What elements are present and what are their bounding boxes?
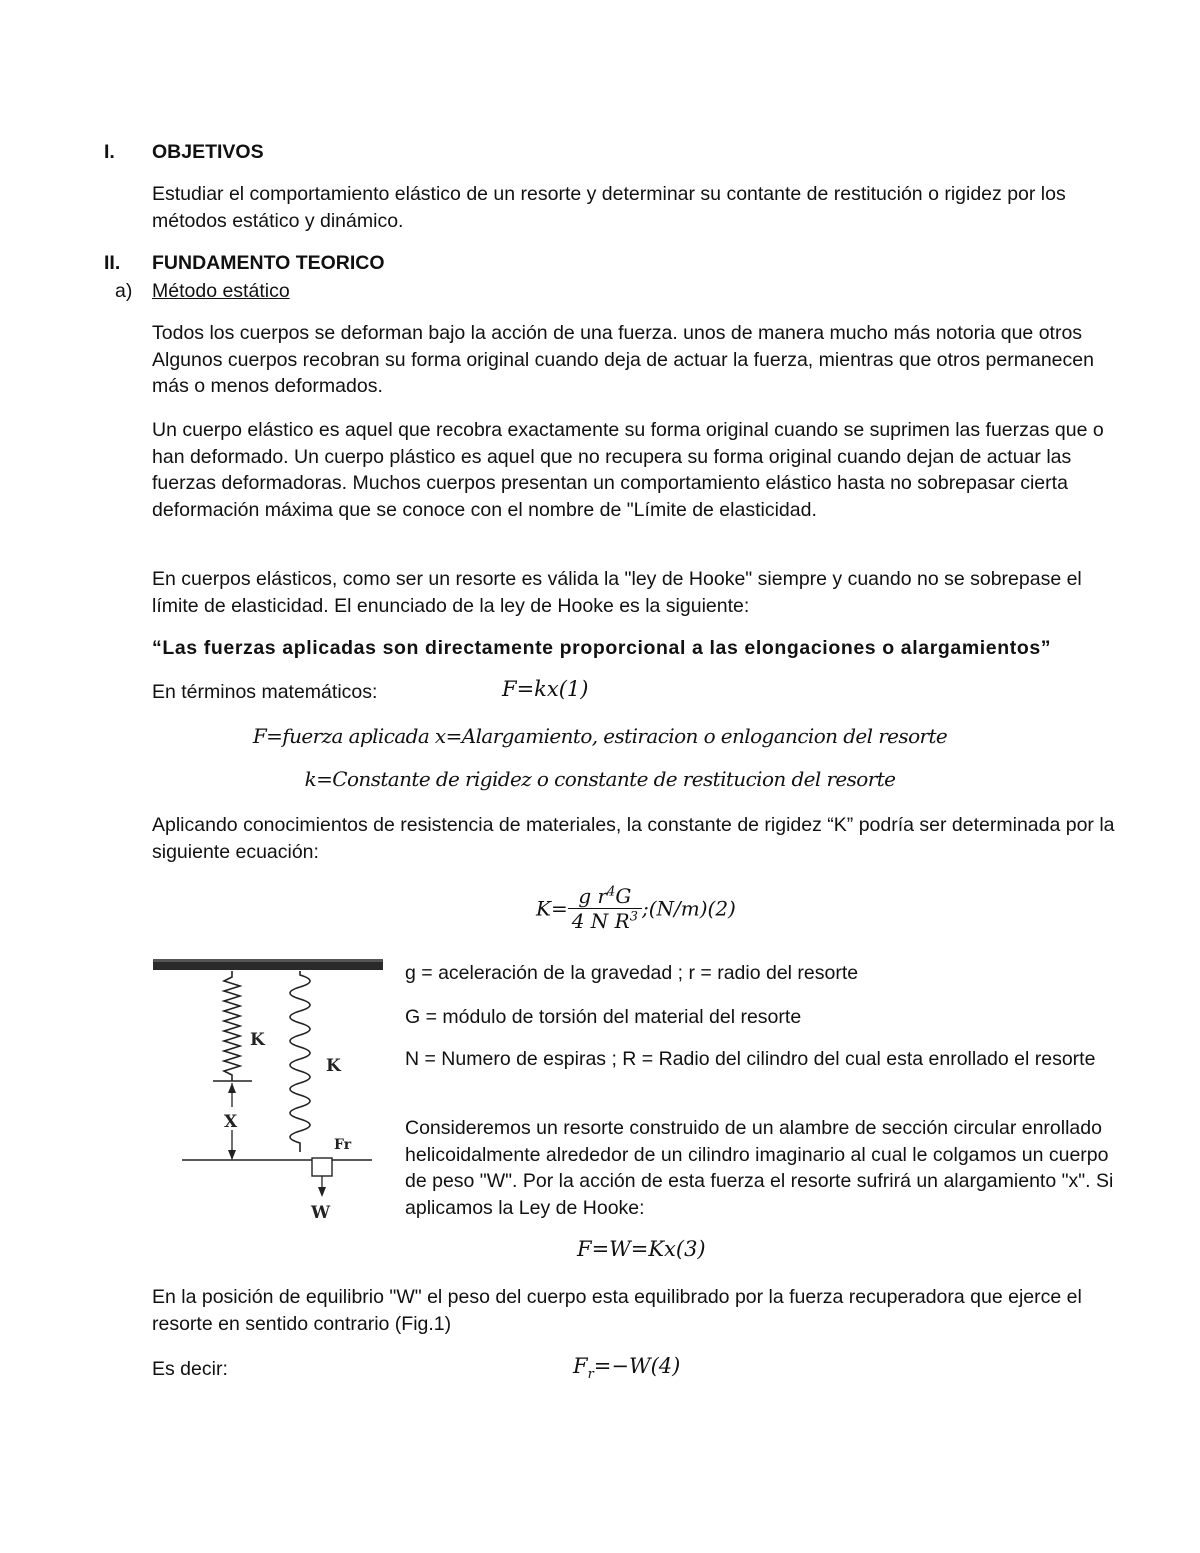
w-arrowhead <box>318 1187 326 1197</box>
label-w: W <box>311 1203 331 1223</box>
eq2-lhs: K= <box>536 896 568 921</box>
x-arrowhead-up <box>228 1083 236 1093</box>
label-k-right: K <box>326 1056 341 1076</box>
eq2-num-g: g r <box>578 884 608 908</box>
section-2-title: FUNDAMENTO TEORICO <box>152 252 385 274</box>
objectives-text: Estudiar el comportamiento elástico de un resorte y determinar su contante de restitución o rigidez por los métodos estático y dinámico. <box>152 183 1066 232</box>
definition-2: k=Constante de rigidez o constante de restitucion del resorte <box>304 767 896 791</box>
paragraph-2: Un cuerpo elástico es aquel que recobra exactamente su forma original cuando se suprimen las fuerzas que o han deformado. Un cuerpo plástico es aquel que no recupera su forma original cuando dejan de actuar las fuerzas deformadoras. Muchos cuerpos presentan un comportamiento elástico hasta no sobrepasar cierta deformación máxima que se conoce con el nombre de "Límite de elasticidad. <box>152 419 1104 521</box>
eq4-sub: r <box>587 1367 594 1383</box>
paragraph-1: Todos los cuerpos se deforman bajo la acción de una fuerza. unos de manera mucho más notoria que otros Algunos cuerpos recobran su forma original cuando deja de actuar la fuerza, mientras que otros permanecen más o menos deformados. <box>152 322 1094 397</box>
section-1-title: OBJETIVOS <box>152 141 264 163</box>
label-k-left: K <box>250 1030 265 1050</box>
eq2-den-base: 4 N R <box>571 909 630 933</box>
math-label: En términos matemáticos: <box>152 681 378 703</box>
weight-box <box>312 1158 332 1176</box>
es-decir-label: Es decir: <box>152 1358 228 1380</box>
legend-3: N = Numero de espiras ; R = Radio del cilindro del cual esta enrollado el resorte <box>405 1048 1096 1070</box>
definition-1: F=fuerza aplicada x=Alargamiento, estiracion o enlogancion del resorte <box>252 724 948 748</box>
equation-3: F=W=Kx(3) <box>577 1237 706 1261</box>
paragraph-5: Consideremos un resorte construido de un alambre de sección circular enrollado helicoidalmente alrededor de un cilindro imaginario al cual le colgamos un cuerpo de peso "W". Por la acción de esta fuerza el resorte sufrirá un alargamiento "x". Si aplicamos la Ley de Hooke: <box>405 1117 1114 1219</box>
paragraph-6: En la posición de equilibrio "W" el peso del cuerpo esta equilibrado por la fuerza recuperadora que ejerce el resorte en sentido contrario (Fig.1) <box>152 1286 1082 1335</box>
eq2-rhs: ;(N/m)(2) <box>641 896 736 921</box>
right-spring <box>290 971 310 1152</box>
paragraph-3: En cuerpos elásticos, como ser un resorte es válida la "ley de Hooke" siempre y cuando no se sobrepase el límite de elasticidad. El enunciado de la ley de Hooke es la siguiente: <box>152 568 1082 617</box>
eq4-F: F <box>573 1354 588 1378</box>
eq2-fraction <box>568 884 642 933</box>
left-spring <box>224 971 240 1081</box>
equation-4 <box>573 1354 680 1382</box>
eq2-num-G: G <box>615 884 632 908</box>
eq4-rest: =−W(4) <box>593 1354 681 1378</box>
ceiling-texture <box>153 959 383 962</box>
section-1-numeral: I. <box>104 141 115 163</box>
subsection-title: Método estático <box>152 280 290 302</box>
spring-figure <box>150 955 390 1225</box>
hooke-law-quote: “Las fuerzas aplicadas son directamente proporcional a las elongaciones o alargamientos” <box>152 637 1052 659</box>
label-fr: Fr <box>334 1137 352 1153</box>
legend-1: g = aceleración de la gravedad ; r = radio del resorte <box>405 962 859 984</box>
eq2-den-exp: 3 <box>629 909 638 925</box>
x-arrowhead-down <box>228 1150 236 1160</box>
legend-2: G = módulo de torsión del material del resorte <box>405 1006 802 1028</box>
eq2-num-exp: 4 <box>607 884 616 900</box>
subsection-marker: a) <box>115 280 133 302</box>
section-2-numeral: II. <box>104 252 121 274</box>
equation-1: F=kx(1) <box>502 677 589 701</box>
equation-2 <box>536 884 736 933</box>
paragraph-4: Aplicando conocimientos de resistencia de materiales, la constante de rigidez “K” podría ser determinada por la siguiente ecuación: <box>152 814 1115 863</box>
label-x: X <box>224 1112 238 1132</box>
